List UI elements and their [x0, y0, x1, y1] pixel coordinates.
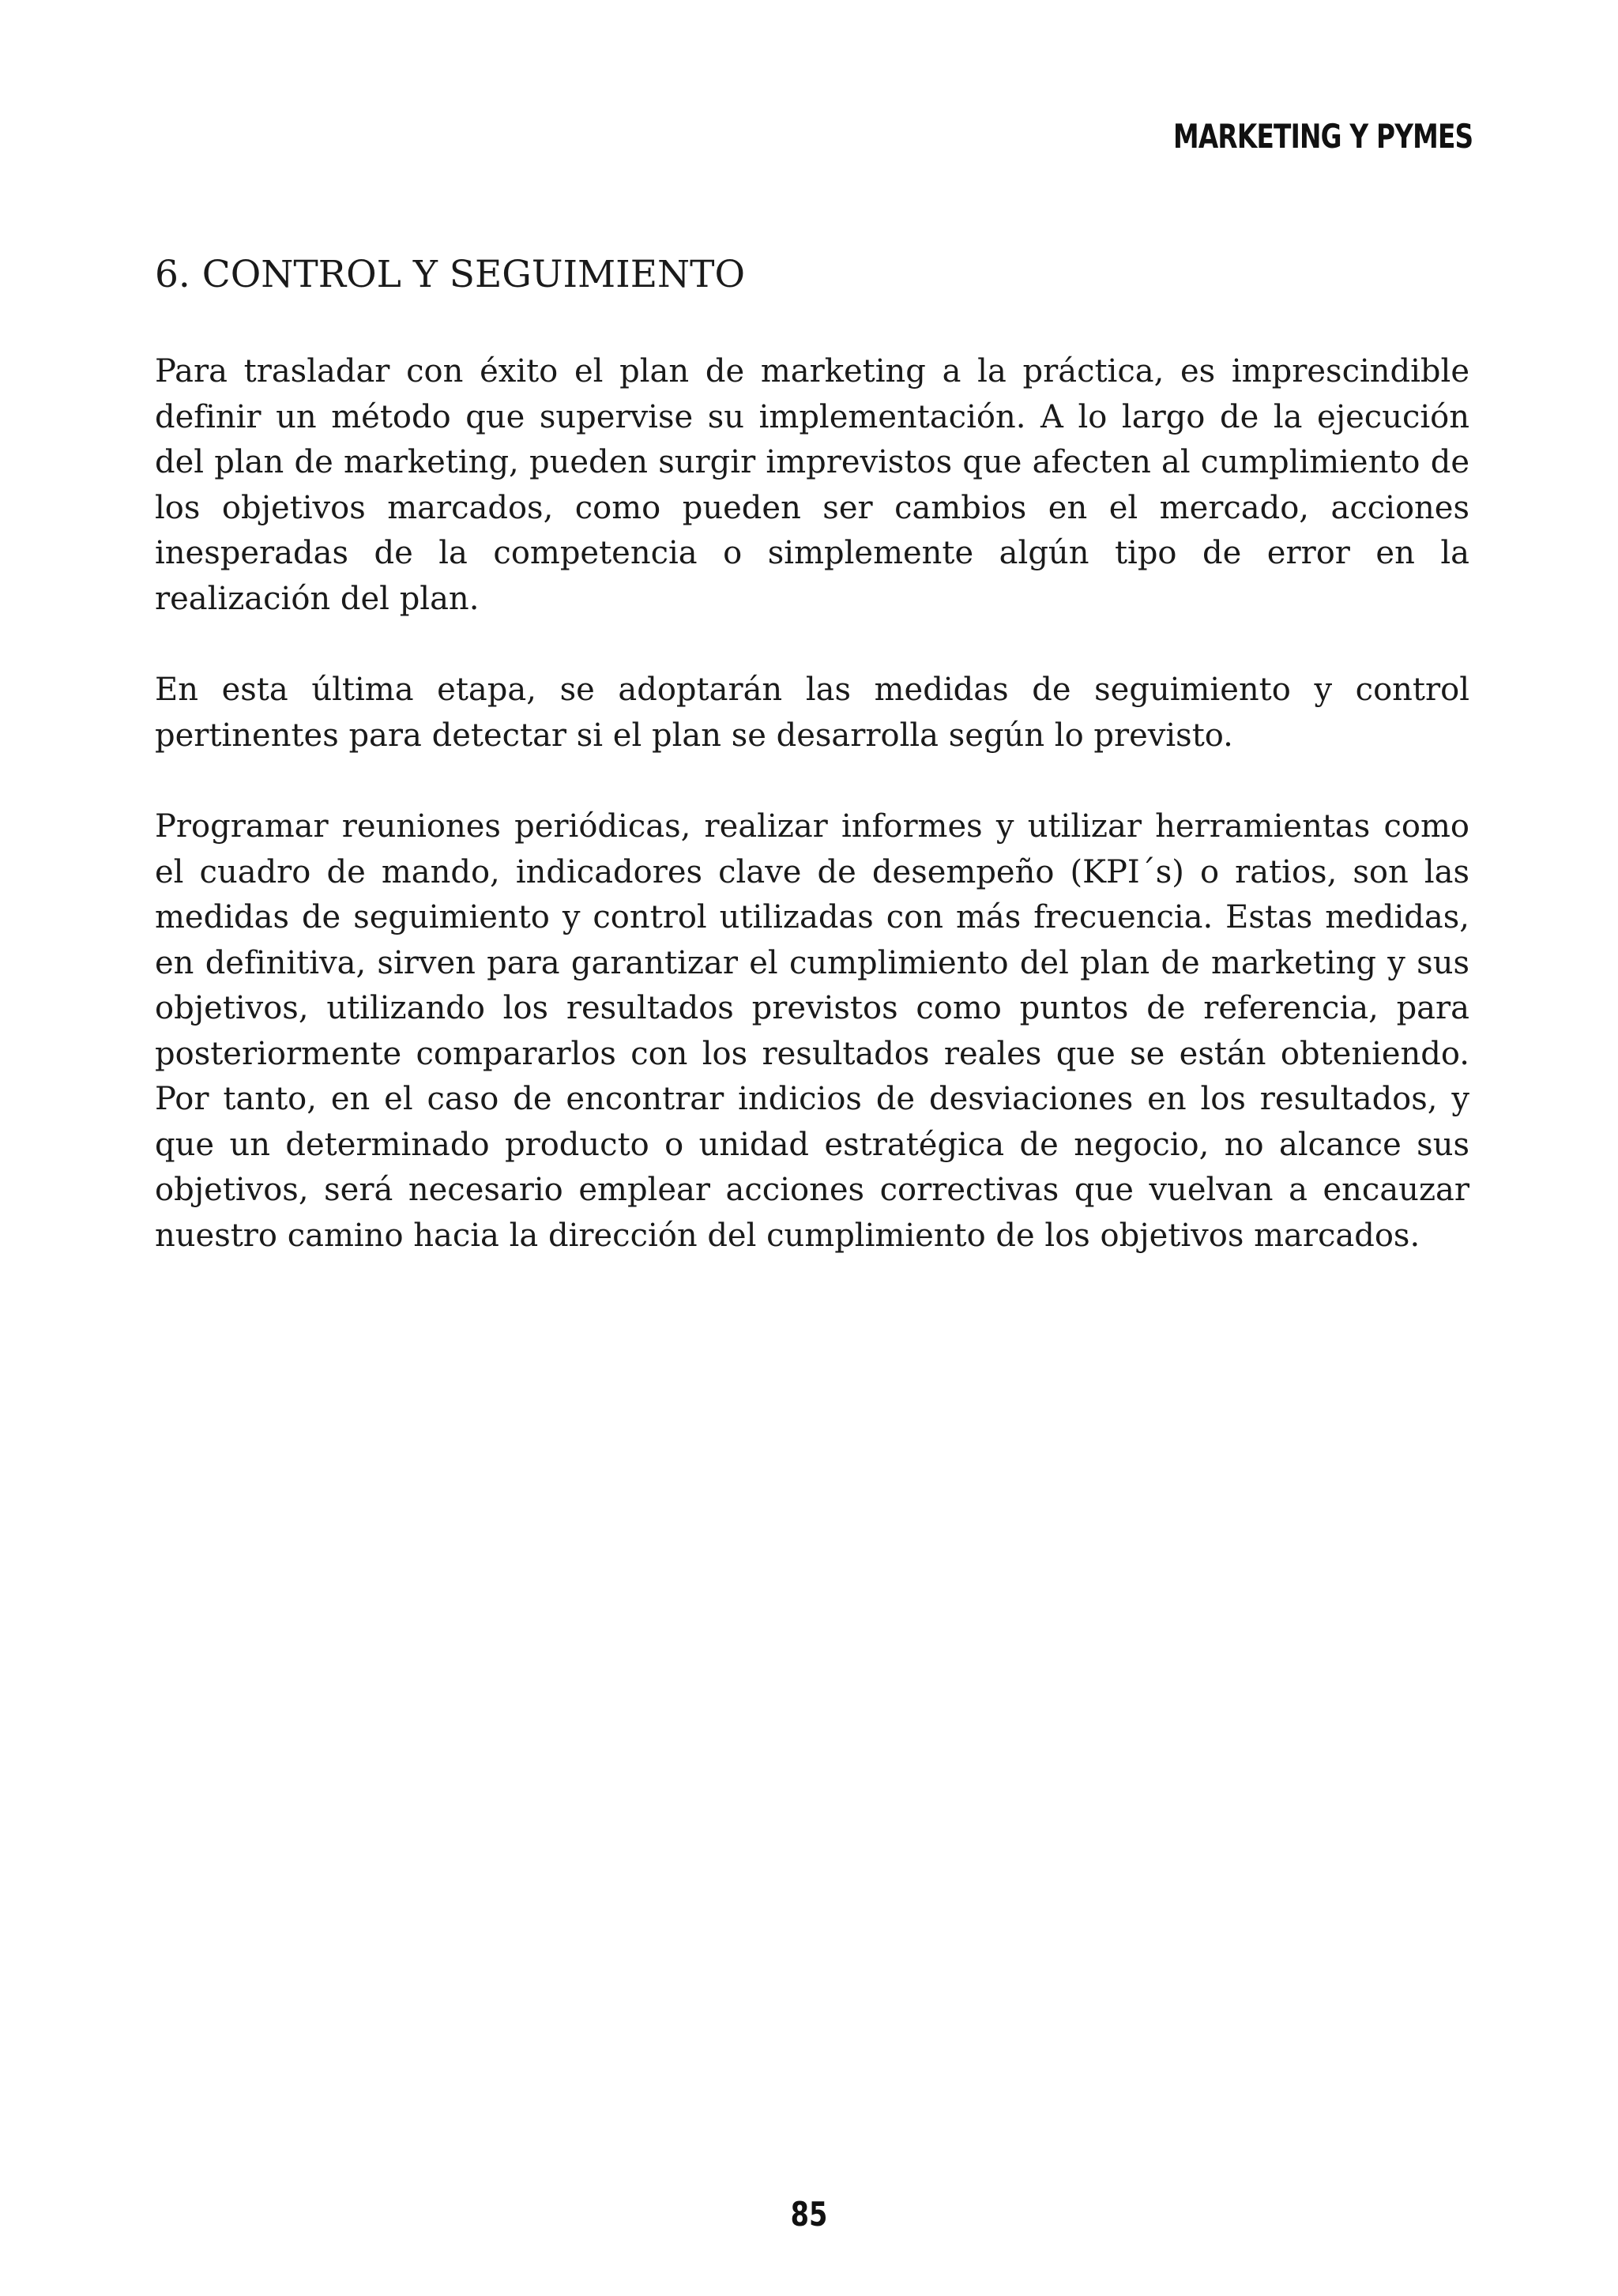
body-paragraph-1: Para trasladar con éxito el plan de marketing a la práctica, es imprescindible definir un método que supervise su implementación. A lo largo de la ejecución del plan de marketing, pueden surgir imprevistos que afecten al cumplimiento de los objetivos marcados, como pueden ser cambios en el mercado, acciones inesperadas de la competencia o simplemente algún tipo de error en la realización del plan.	[155, 353, 1469, 617]
main-content	[155, 251, 1469, 1304]
running-header: MARKETING Y PYMES	[1172, 117, 1473, 156]
section-title: 6. CONTROL Y SEGUIMIENTO	[155, 253, 746, 296]
page-number: 85	[790, 2195, 828, 2234]
body-paragraph-3: Programar reuniones periódicas, realizar informes y utilizar herramientas como el cuadro de mando, indicadores clave de desempeño (KPI´s) o ratios, son las medidas de seguimiento y control utilizadas con más frecuencia. Estas medidas, en definitiva, sirven para garantizar el cumplimiento del plan de marketing y sus objetivos, utilizando los resultados previstos como puntos de referencia, para posteriormente compararlos con los resultados reales que se están obteniendo. Por tanto, en el caso de encontrar indicios de desviaciones en los resultados, y que un determinado producto o unidad estratégica de negocio, no alcance sus objetivos, será necesario emplear acciones correctivas que vuelvan a encauzar nuestro camino hacia la dirección del cumplimiento de los objetivos marcados.	[155, 808, 1469, 1254]
body-paragraph-2: En esta última etapa, se adoptarán las medidas de seguimiento y control pertinentes para detectar si el plan se desarrolla según lo previsto.	[155, 672, 1469, 754]
